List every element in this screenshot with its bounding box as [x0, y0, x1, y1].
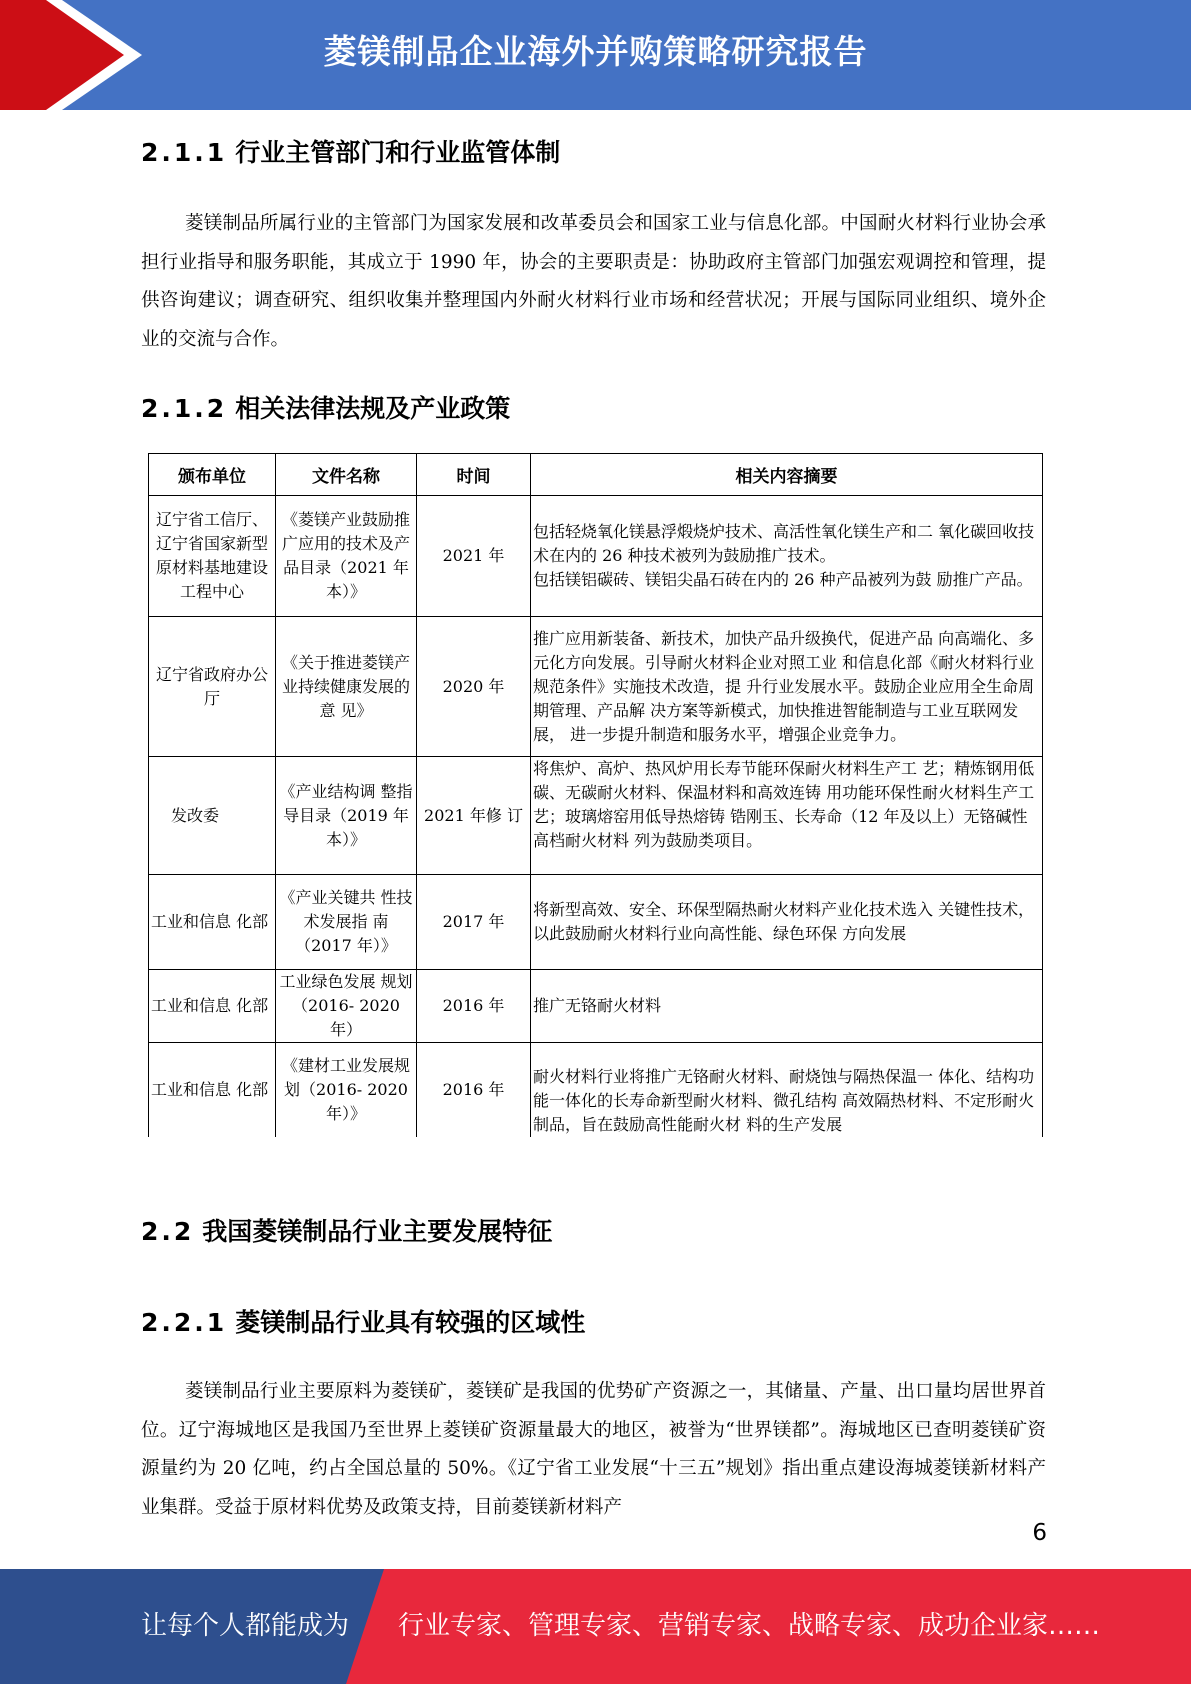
- cell-summary: 推广应用新装备、新技术，加快产品升级换代，促进产品 向高端化、多元化方向发展。引导耐火材料企业对照工业 和信息化部《耐火材料行业规范条件》实施技术改造，提 升行业发展水平。鼓励企业应用全生命周期管理、产品解 决方案等新模式，加快推进智能制造与工业互联网发展， 进一步提升制造和服务水平，增强企业竞争力。: [531, 617, 1043, 757]
- section-title: 菱镁制品行业具有较强的区域性: [235, 1308, 586, 1337]
- cell-document: 《建材工业发展规划（2016- 2020 年）》: [276, 1043, 417, 1137]
- cell-unit: 工业和信息 化部: [149, 970, 276, 1043]
- section-number: 2.1.1: [141, 138, 228, 167]
- cell-unit: 工业和信息 化部: [149, 875, 276, 970]
- footer-slogan-right: 行业专家、管理专家、营销专家、战略专家、成功企业家……: [398, 1611, 1101, 1641]
- page-footer: [0, 1569, 1191, 1684]
- column-header-document: 文件名称: [276, 454, 417, 496]
- section-title: 我国菱镁制品行业主要发展特征: [202, 1217, 553, 1246]
- cell-document: 《产业关键共 性技术发展指 南（2017 年）》: [276, 875, 417, 970]
- cell-document: 《产业结构调 整指导目录（2019 年本）》: [276, 757, 417, 875]
- column-header-unit: 颁布单位: [149, 454, 276, 496]
- cell-time: 2016 年: [417, 1043, 531, 1137]
- table-row: [149, 875, 1043, 970]
- cell-document: 工业绿色发展 规划（2016- 2020 年）: [276, 970, 417, 1043]
- cell-unit: 工业和信息 化部: [149, 1043, 276, 1137]
- section-heading-2-1-2: [141, 389, 510, 425]
- section-number: 2.1.2: [141, 394, 228, 423]
- cell-unit: 辽宁省工信厅、辽宁省国家新型原材料基地建设工程中心: [149, 496, 276, 617]
- cell-summary: 包括轻烧氧化镁悬浮煅烧炉技术、高活性氧化镁生产和二 氧化碳回收技术在内的 26 种技术被列为鼓励推广技术。 包括镁铝碳砖、镁铝尖晶石砖在内的 26 种产品被列为鼓 励推广产品。: [531, 496, 1043, 617]
- paragraph-regulatory-body: 菱镁制品所属行业的主管部门为国家发展和改革委员会和国家工业与信息化部。中国耐火材料行业协会承担行业指导和服务职能，其成立于 1990 年，协会的主要职责是：协助政府主管部门加强宏观调控和管理，提供咨询建议；调查研究、组织收集并整理国内外耐火材料行业市场和经营状况；开展与国际同业组织、境外企业的交流与合作。: [141, 213, 1046, 350]
- section-title: 行业主管部门和行业监管体制: [235, 138, 561, 167]
- cell-unit: 发改委: [149, 757, 276, 875]
- report-title: 菱镁制品企业海外并购策略研究报告: [323, 32, 868, 71]
- section-number: 2.2.1: [141, 1308, 228, 1337]
- table-header-row: [149, 454, 1043, 496]
- cell-time: 2017 年: [417, 875, 531, 970]
- section-title: 相关法律法规及产业政策: [235, 394, 511, 423]
- cell-time: 2020 年: [417, 617, 531, 757]
- table-row: [149, 757, 1043, 875]
- page-number: 6: [1032, 1520, 1047, 1546]
- cell-document: 《关于推进菱镁产业持续健康发展的意 见》: [276, 617, 417, 757]
- table-row: [149, 1043, 1043, 1137]
- cell-time: 2016 年: [417, 970, 531, 1043]
- cell-summary: 耐火材料行业将推广无铬耐火材料、耐烧蚀与隔热保温一 体化、结构功能一体化的长寿命新型耐火材料、微孔结构 高效隔热材料、不定形耐火制品，旨在鼓励高性能耐火材 料的生产发展: [531, 1043, 1043, 1137]
- table-row: [149, 970, 1043, 1043]
- section-heading-2-2-1: [141, 1303, 585, 1339]
- cell-summary: 推广无铬耐火材料: [531, 970, 1043, 1043]
- table-row: [149, 496, 1043, 617]
- cell-time: 2021 年: [417, 496, 531, 617]
- cell-unit: 辽宁省政府办公厅: [149, 617, 276, 757]
- section-heading-2-1-1: [141, 133, 560, 169]
- table-row: [149, 617, 1043, 757]
- cell-summary: 将焦炉、高炉、热风炉用长寿节能环保耐火材料生产工 艺；精炼钢用低碳、无碳耐火材料、保温材料和高效连铸 用功能环保性耐火材料生产工艺；玻璃熔窑用低导热熔铸 锆刚玉、长寿命（12 年及以上）无铬碱性高档耐火材料 列为鼓励类项目。: [531, 757, 1043, 875]
- section-heading-2-2: [141, 1212, 552, 1248]
- column-header-summary: 相关内容摘要: [531, 454, 1043, 496]
- section-number: 2.2: [141, 1217, 195, 1246]
- footer-slogan-left: 让每个人都能成为: [141, 1611, 350, 1641]
- cell-document: 《菱镁产业鼓励推广应用的技术及产品目录（2021 年本）》: [276, 496, 417, 617]
- policy-table: [148, 453, 1043, 1137]
- page-header: [0, 0, 1191, 110]
- cell-time: 2021 年修 订: [417, 757, 531, 875]
- column-header-time: 时间: [417, 454, 531, 496]
- paragraph-regional-characteristics: 菱镁制品行业主要原料为菱镁矿，菱镁矿是我国的优势矿产资源之一，其储量、产量、出口量均居世界首位。辽宁海城地区是我国乃至世界上菱镁矿资源量最大的地区，被誉为“世界镁都”。海城地区已查明菱镁矿资源量约为 20 亿吨，约占全国总量的 50%。《辽宁省工业发展“十三五”规划》指出重点建设海城菱镁新材料产业集群。受益于原材料优势及政策支持，目前菱镁新材料产: [141, 1381, 1046, 1518]
- cell-summary: 将新型高效、安全、环保型隔热耐火材料产业化技术选入 关键性技术，以此鼓励耐火材料行业向高性能、绿色环保 方向发展: [531, 875, 1043, 970]
